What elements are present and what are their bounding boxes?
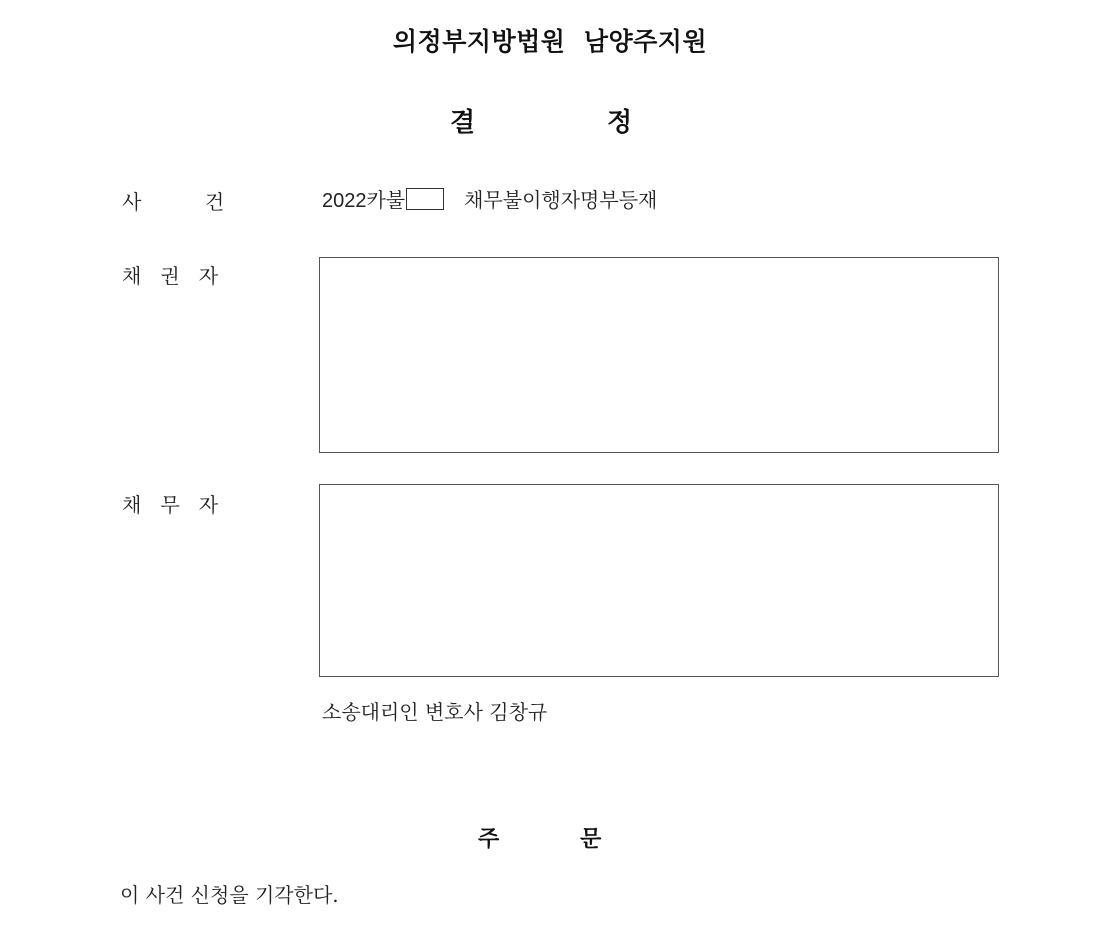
creditor-redaction-box [319, 257, 999, 453]
document-title-second-char: 정 [607, 108, 633, 138]
debtor-attorney: 소송대리인 변호사 김창규 [322, 700, 548, 724]
order-title-second-char: 문 [580, 827, 602, 852]
case-name: 채무불이행자명부등재 [464, 188, 658, 212]
order-text: 이 사건 신청을 기각한다. [120, 883, 339, 907]
court-name: 의정부지방법원 남양주지원 [392, 27, 708, 56]
debtor-redaction-box [319, 484, 999, 677]
case-number-prefix: 2022카불 [322, 190, 406, 212]
debtor-label: 채 무 자 [122, 493, 219, 517]
creditor-label: 채 권 자 [122, 264, 219, 288]
case-line [322, 184, 657, 213]
document-title-first-char: 결 [450, 108, 476, 138]
order-title-first-char: 주 [478, 827, 500, 852]
case-number-redaction-box [406, 188, 444, 210]
case-label: 사 건 [122, 190, 225, 214]
